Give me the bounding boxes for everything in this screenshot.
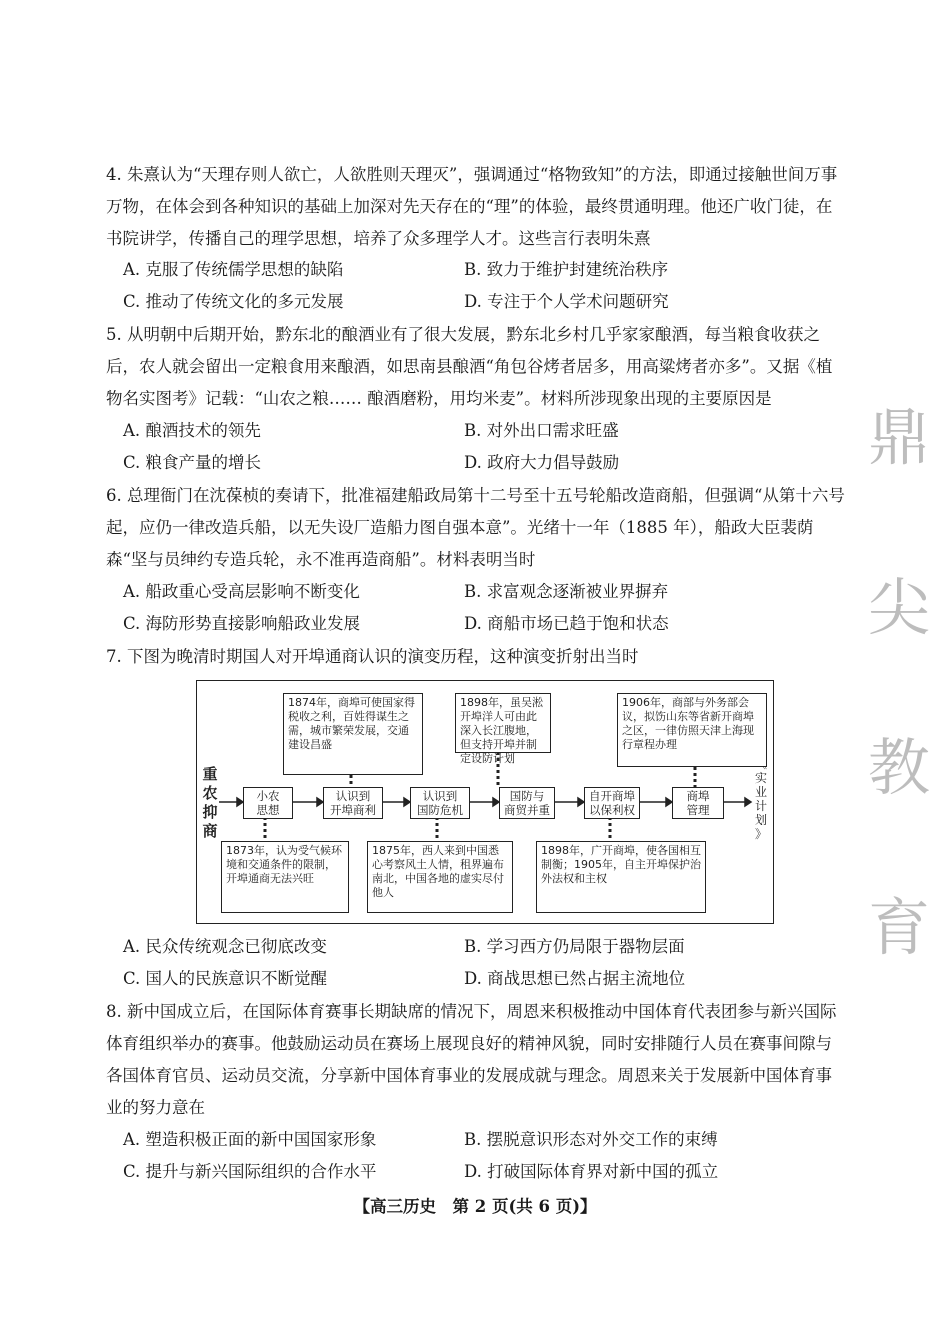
question-5 bbox=[106, 319, 846, 415]
left-label-char: 重 bbox=[202, 765, 218, 783]
q5-option-a[interactable]: A. 酿酒技术的领先 bbox=[123, 421, 261, 440]
stage-3: 认识到 国防危机 bbox=[410, 787, 470, 819]
q8-option-b[interactable]: B. 摆脱意识形态对外交工作的束缚 bbox=[464, 1130, 718, 1149]
question-6 bbox=[106, 480, 846, 576]
q6-option-a[interactable]: A. 船政重心受高层影响不断变化 bbox=[123, 582, 360, 601]
evolution-diagram bbox=[196, 680, 774, 924]
q5-option-d[interactable]: D. 政府大力倡导鼓励 bbox=[464, 453, 620, 472]
bottom-note-1898: 1898年，广开商埠，使各国相互制衡；1905年，自主开埠保护治外法权和主权 bbox=[536, 841, 706, 913]
stage-6: 商埠 管理 bbox=[672, 787, 724, 819]
q8-option-d[interactable]: D. 打破国际体育界对新中国的孤立 bbox=[464, 1162, 719, 1181]
q4-option-a[interactable]: A. 克服了传统儒学思想的缺陷 bbox=[123, 260, 344, 279]
stage-5: 自开商埠 以保利权 bbox=[584, 787, 640, 819]
question-6-stem: 6. 总理衙门在沈葆桢的奏请下，批准福建船政局第十二号至十五号轮船改造商船，但强调“从第十六号起，应仍一律改造兵船，以无失设厂造船力图自强本意”。光绪十一年（1885 年），船政大臣裴荫森“坚与员绅约专造兵轮，永不准再造商船”。材料表明当时 bbox=[106, 486, 845, 569]
watermark-char: 尖 bbox=[868, 571, 931, 644]
q7-option-d[interactable]: D. 商战思想已然占据主流地位 bbox=[464, 969, 686, 988]
q5-option-c[interactable]: C. 粮食产量的增长 bbox=[123, 453, 262, 472]
q7-option-c[interactable]: C. 国人的民族意识不断觉醒 bbox=[123, 969, 328, 988]
top-note-1906: 1906年，商部与外务部会议，拟饬山东等省新开商埠之区，一律仿照天津上海现行章程办理 bbox=[617, 693, 767, 767]
left-label-char: 商 bbox=[202, 822, 218, 840]
right-label-char: 业 bbox=[754, 785, 767, 799]
right-label bbox=[754, 757, 768, 841]
bottom-note-1873: 1873年，认为受气候环境和交通条件的限制，开埠通商无法兴旺 bbox=[221, 841, 349, 913]
right-label-char: 划 bbox=[754, 813, 767, 827]
question-7 bbox=[106, 641, 846, 673]
q7-option-b[interactable]: B. 学习西方仍局限于器物层面 bbox=[464, 937, 685, 956]
q8-option-c[interactable]: C. 提升与新兴国际组织的合作水平 bbox=[123, 1162, 377, 1181]
q6-option-b[interactable]: B. 求富观念逐渐被业界摒弃 bbox=[464, 582, 669, 601]
q6-option-d[interactable]: D. 商船市场已趋于饱和状态 bbox=[464, 614, 669, 633]
question-7-stem: 7. 下图为晚清时期国人对开埠通商认识的演变历程，这种演变折射出当时 bbox=[106, 647, 639, 666]
q4-option-c[interactable]: C. 推动了传统文化的多元发展 bbox=[123, 292, 344, 311]
stage-4: 国防与 商贸并重 bbox=[499, 787, 555, 819]
stage-1: 小农 思想 bbox=[243, 787, 293, 819]
left-label-char: 农 bbox=[202, 784, 218, 802]
watermark-char: 鼎 bbox=[868, 401, 931, 474]
left-label bbox=[201, 765, 219, 841]
left-label-char: 抑 bbox=[202, 803, 218, 821]
question-5-stem: 5. 从明朝中后期开始，黔东北的酿酒业有了很大发展，黔东北乡村几乎家家酿酒，每当粮食收获之后，农人就会留出一定粮食用来酿酒，如思南县酿酒“角包谷烤者居多，用高粱烤者亦多”。又据《植物名实图考》记载：“山农之粮…… 酿酒磨粉，用均米麦”。材料所涉现象出现的主要原因是 bbox=[106, 325, 833, 408]
q8-option-a[interactable]: A. 塑造积极正面的新中国国家形象 bbox=[123, 1130, 377, 1149]
watermark-char: 教 bbox=[868, 731, 931, 804]
top-note-1874: 1874年，商埠可使国家得税收之利，百姓得谋生之需，城市繁荣发展，交通建设昌盛 bbox=[283, 693, 423, 775]
question-8-stem: 8. 新中国成立后，在国际体育赛事长期缺席的情况下，周恩来积极推动中国体育代表团参与新兴国际体育组织举办的赛事。他鼓励运动员在赛场上展现良好的精神风貌，同时安排随行人员在赛事间隙与各国体育官员、运动员交流，分享新中国体育事业的发展成就与理念。周恩来关于发展新中国体育事业的努力意在 bbox=[106, 1002, 837, 1117]
right-label-char: 实 bbox=[754, 771, 767, 785]
bottom-note-1875: 1875年，西人来到中国悉心考察风土人情，租界遍布南北，中国各地的虚实尽付他人 bbox=[367, 841, 513, 913]
q4-option-b[interactable]: B. 致力于维护封建统治秩序 bbox=[464, 260, 669, 279]
q5-option-b[interactable]: B. 对外出口需求旺盛 bbox=[464, 421, 619, 440]
page-footer: 【高三历史 第 2 页(共 6 页)】 bbox=[353, 1197, 597, 1216]
q7-option-a[interactable]: A. 民众传统观念已彻底改变 bbox=[123, 937, 327, 956]
question-4 bbox=[106, 159, 846, 255]
q4-option-d[interactable]: D. 专注于个人学术问题研究 bbox=[464, 292, 669, 311]
question-8 bbox=[106, 996, 846, 1124]
question-4-stem: 4. 朱熹认为“天理存则人欲亡，人欲胜则天理灭”，强调通过“格物致知”的方法，即通过接触世间万事万物，在体会到各种知识的基础上加深对先天存在的“理”的体验，最终贯通明理。他还广收门徒，在书院讲学，传播自己的理学思想，培养了众多理学人才。这些言行表明朱熹 bbox=[106, 165, 838, 248]
right-label-char: 计 bbox=[754, 799, 767, 813]
q6-option-c[interactable]: C. 海防形势直接影响船政业发展 bbox=[123, 614, 361, 633]
top-note-1898: 1898年，虽吴淞开埠洋人可由此深入长江腹地，但支持开埠并制定设防计划 bbox=[455, 693, 551, 753]
right-label-char: 》 bbox=[754, 827, 767, 841]
stage-2: 认识到 开埠商利 bbox=[323, 787, 383, 819]
watermark-char: 育 bbox=[868, 891, 931, 964]
